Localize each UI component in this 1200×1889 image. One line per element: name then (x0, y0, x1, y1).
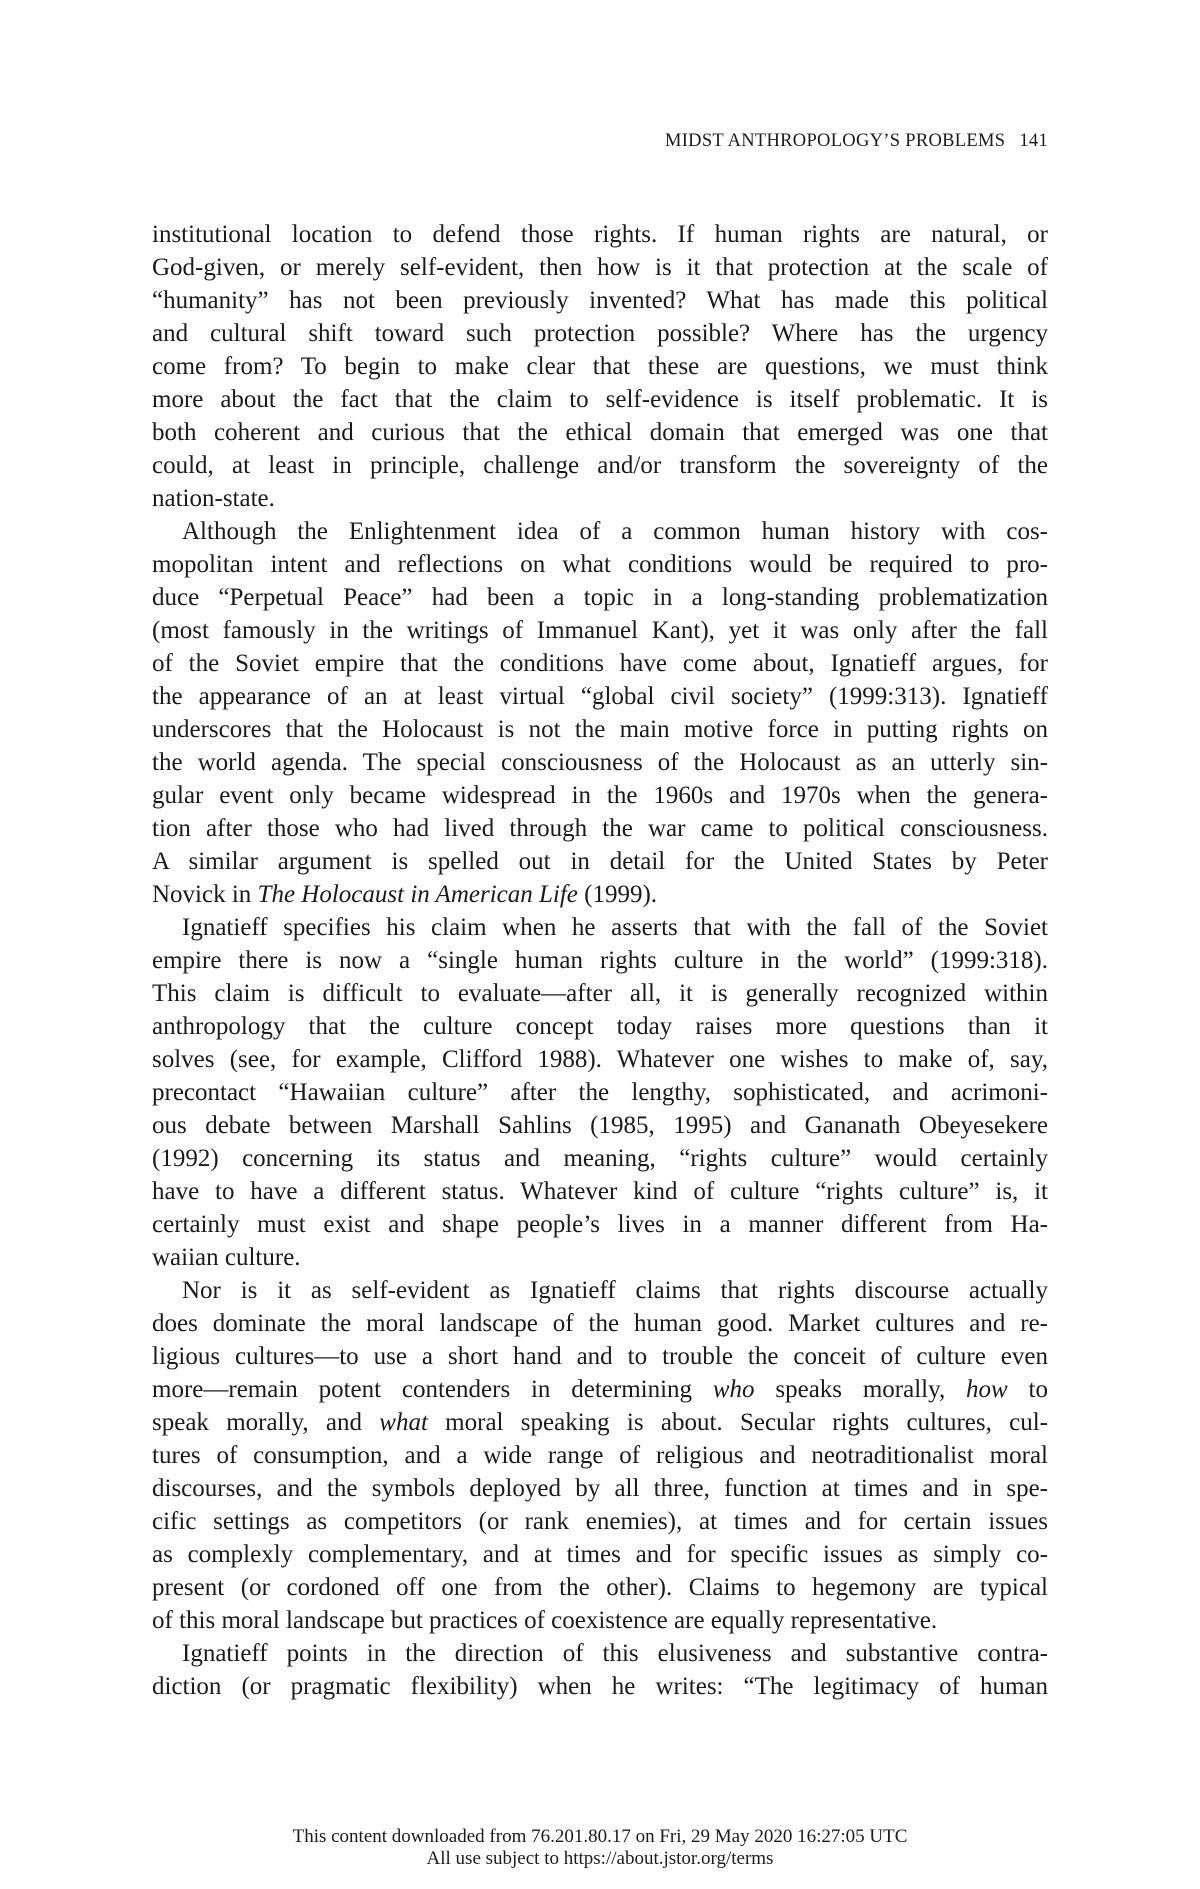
running-header (665, 130, 1048, 152)
text-line: nation-state. (152, 485, 275, 512)
text-line: God-given, or merely self-evident, then how is it that protection at the scale of (152, 254, 1048, 281)
download-notice-line: This content downloaded from 76.201.80.17 on Fri, 29 May 2020 16:27:05 UTC (292, 1826, 908, 1847)
text-line: the appearance of an at least virtual “global civil society” (1999:313). Ignatieff (152, 683, 1048, 710)
text-segment: more—remain potent contenders in determining (152, 1376, 713, 1403)
text-line: mopolitan intent and reflections on what conditions would be required to pro- (152, 551, 1048, 578)
text-line: ous debate between Marshall Sahlins (1985, 1995) and Gananath Obeyesekere (152, 1112, 1048, 1139)
text-line: anthropology that the culture concept today raises more questions than it (152, 1013, 1048, 1040)
text-line (152, 878, 1048, 911)
text-line: present (or cordoned off one from the other). Claims to hegemony are typical (152, 1574, 1048, 1601)
text-line: certainly must exist and shape people’s lives in a manner different from Ha- (152, 1211, 1048, 1238)
italic-text: what (379, 1409, 428, 1436)
text-segment: Novick in (152, 881, 258, 908)
text-line (152, 1373, 1048, 1406)
text-segment: to (1007, 1376, 1048, 1403)
text-line: and cultural shift toward such protection possible? Where has the urgency (152, 320, 1048, 347)
text-line: ligious cultures—to use a short hand and to trouble the conceit of culture even (152, 1343, 1048, 1370)
text-line: does dominate the moral landscape of the human good. Market cultures and re- (152, 1310, 1048, 1337)
text-line: diction (or pragmatic flexibility) when he writes: “The legitimacy of human (152, 1673, 1048, 1700)
text-line: Ignatieff specifies his claim when he asserts that with the fall of the Soviet (182, 914, 1048, 941)
text-line: (most famously in the writings of Immanuel Kant), yet it was only after the fall (152, 617, 1048, 644)
text-line: waiian culture. (152, 1244, 301, 1271)
text-line: tures of consumption, and a wide range of religious and neotraditionalist moral (152, 1442, 1048, 1469)
text-line: Although the Enlightenment idea of a common human history with cos- (182, 518, 1048, 545)
download-notice (0, 1826, 1200, 1870)
text-line: both coherent and curious that the ethical domain that emerged was one that (152, 419, 1048, 446)
text-line: duce “Perpetual Peace” had been a topic in a long-standing problematization (152, 584, 1048, 611)
paragraph (152, 911, 1048, 1274)
text-segment: speak morally, and (152, 1409, 380, 1436)
text-line: tion after those who had lived through the war came to political consciousness. (152, 815, 1048, 842)
italic-text: The Holocaust in American Life (257, 881, 578, 908)
text-line: could, at least in principle, challenge and/or transform the sovereignty of the (152, 452, 1048, 479)
text-line: Ignatieff points in the direction of this elusiveness and substantive contra- (182, 1640, 1048, 1667)
paragraph (152, 218, 1048, 515)
text-line: A similar argument is spelled out in detail for the United States by Peter (152, 848, 1048, 875)
paragraph (152, 1274, 1048, 1637)
text-line: cific settings as competitors (or rank enemies), at times and for certain issues (152, 1508, 1048, 1535)
text-line: “humanity” has not been previously invented? What has made this political (152, 287, 1048, 314)
body-text (152, 218, 1048, 1703)
text-line: Nor is it as self-evident as Ignatieff claims that rights discourse actually (182, 1277, 1048, 1304)
text-line: empire there is now a “single human rights culture in the world” (1999:318). (152, 947, 1048, 974)
text-line: as complexly complementary, and at times and for specific issues as simply co- (152, 1541, 1048, 1568)
text-line: This claim is difficult to evaluate—after all, it is generally recognized within (152, 980, 1048, 1007)
text-segment: (1999). (577, 881, 658, 908)
paragraph (152, 515, 1048, 911)
text-line: the world agenda. The special consciousness of the Holocaust as an utterly sin- (152, 749, 1048, 776)
italic-text: who (712, 1376, 755, 1403)
italic-text: how (966, 1376, 1008, 1403)
text-line: solves (see, for example, Clifford 1988). Whatever one wishes to make of, say, (152, 1046, 1048, 1073)
text-line: of this moral landscape but practices of coexistence are equally representative. (152, 1607, 938, 1634)
text-line: institutional location to defend those rights. If human rights are natural, or (152, 221, 1048, 248)
text-line: of the Soviet empire that the conditions have come about, Ignatieff argues, for (152, 650, 1048, 677)
text-line (152, 1406, 1048, 1439)
text-line: gular event only became widespread in the 1960s and 1970s when the genera- (152, 782, 1048, 809)
text-line: come from? To begin to make clear that these are questions, we must think (152, 353, 1048, 380)
terms-notice-line: All use subject to https://about.jstor.org/terms (426, 1848, 774, 1869)
page-number: 141 (1019, 131, 1048, 151)
text-line: have to have a different status. Whatever kind of culture “rights culture” is, it (152, 1178, 1048, 1205)
text-segment: moral speaking is about. Secular rights cultures, cul- (427, 1409, 1048, 1436)
text-line: discourses, and the symbols deployed by all three, function at times and in spe- (152, 1475, 1048, 1502)
text-line: precontact “Hawaiian culture” after the lengthy, sophisticated, and acrimoni- (152, 1079, 1048, 1106)
text-segment: speaks morally, (754, 1376, 967, 1403)
running-header-title: MIDST ANTHROPOLOGY’S PROBLEMS (664, 131, 1006, 151)
text-line: (1992) concerning its status and meaning, “rights culture” would certainly (152, 1145, 1048, 1172)
text-line: underscores that the Holocaust is not the main motive force in putting rights on (152, 716, 1048, 743)
paragraph (152, 1637, 1048, 1703)
text-line: more about the fact that the claim to self-evidence is itself problematic. It is (152, 386, 1048, 413)
